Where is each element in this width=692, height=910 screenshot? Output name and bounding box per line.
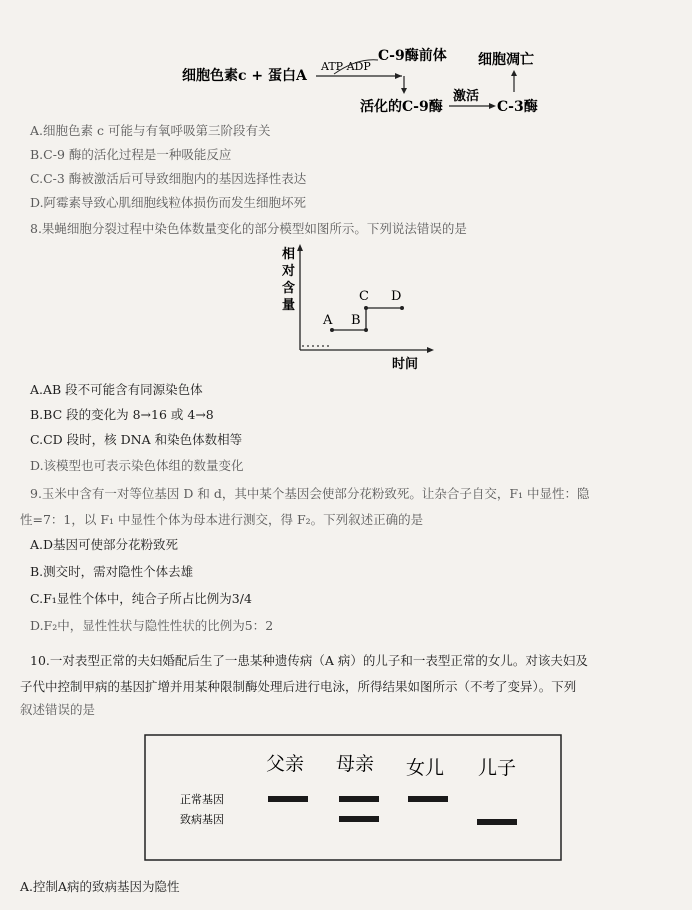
q7-option-a: A.细胞色素 c 可能与有氧呼吸第三阶段有关 bbox=[30, 123, 271, 138]
cytochrome-protein-text: 细胞色素c + 蛋白A bbox=[182, 68, 307, 84]
chromosome-count-graph bbox=[270, 240, 450, 375]
q9-option-c: C.F₁显性个体中，纯合子所占比例为3/4 bbox=[30, 591, 252, 606]
activate-arrowhead bbox=[489, 103, 496, 109]
label-c: C bbox=[359, 289, 369, 304]
y-label-3: 含 bbox=[282, 281, 296, 296]
up-arrowhead bbox=[511, 70, 517, 76]
q7-option-d: D.阿霉素导致心肌细胞线粒体损伤而发生细胞坏死 bbox=[30, 195, 307, 210]
q9-option-b: B.测交时，需对隐性个体去雄 bbox=[30, 564, 194, 579]
activated-c9-label: 活化的C-9酶 bbox=[360, 99, 443, 115]
apoptosis-label: 细胞凋亡 bbox=[478, 52, 534, 68]
col-father: 父亲 bbox=[266, 753, 305, 775]
y-label-4: 量 bbox=[282, 298, 296, 313]
q9-option-a: A.D基因可使部分花粉致死 bbox=[30, 537, 179, 552]
q9-stem-line2: 性=7：1，以 F₁ 中显性个体为母本进行测交，得 F₂。下列叙述正确的是 bbox=[20, 512, 424, 527]
q10-option-a: A.控制A病的致病基因为隐性 bbox=[20, 879, 180, 894]
point-b bbox=[364, 328, 368, 332]
q8-option-a: A.AB 段不可能含有同源染色体 bbox=[30, 382, 203, 397]
q10-stem-line1: 10.一对表型正常的夫妇婚配后生了一患某种遗传病（A 病）的儿子和一表型正常的女儿。对该夫妇及 bbox=[30, 653, 588, 668]
c9-precursor-label: C-9酶前体 bbox=[378, 48, 447, 64]
point-c bbox=[364, 306, 368, 310]
q9-stem-line1: 9.玉米中含有一对等位基因 D 和 d，其中某个基因会使部分花粉致死。让杂合子自交，F₁ 中显性：隐 bbox=[30, 486, 590, 501]
main-arrowhead bbox=[395, 73, 402, 79]
y-label-2: 对 bbox=[282, 264, 296, 279]
q8-option-d: D.该模型也可表示染色体组的数量变化 bbox=[30, 458, 244, 473]
band-daughter-normal bbox=[408, 796, 448, 802]
q10-stem-line3: 叙述错误的是 bbox=[20, 702, 96, 717]
c3-label: C-3酶 bbox=[497, 99, 538, 115]
q10-stem-line2: 子代中控制甲病的基因扩增并用某种限制酶处理后进行电泳，所得结果如图所示（不考了变异）。下列 bbox=[20, 679, 577, 694]
row-disease-gene: 致病基因 bbox=[180, 813, 224, 826]
band-father-normal bbox=[268, 796, 308, 802]
point-d bbox=[400, 306, 404, 310]
down-arrowhead bbox=[401, 88, 407, 94]
label-a: A bbox=[323, 313, 333, 328]
row-normal-gene: 正常基因 bbox=[180, 793, 224, 806]
q8-option-c: C.CD 段时，核 DNA 和染色体数相等 bbox=[30, 432, 243, 447]
activate-label: 激活 bbox=[453, 89, 480, 104]
col-daughter: 女儿 bbox=[406, 757, 445, 779]
x-label: 时间 bbox=[392, 357, 419, 372]
band-mother-disease bbox=[339, 816, 379, 822]
label-d: D bbox=[391, 289, 402, 304]
atp-adp-label: ATP ADP bbox=[321, 60, 371, 73]
label-b: B bbox=[351, 313, 361, 328]
y-label-1: 相 bbox=[282, 247, 296, 262]
band-son-disease bbox=[477, 819, 517, 825]
q8-stem: 8.果蝇细胞分裂过程中染色体数量变化的部分模型如图所示。下列说法错误的是 bbox=[30, 221, 467, 236]
apoptosis-pathway-diagram bbox=[0, 0, 692, 122]
q8-option-b: B.BC 段的变化为 8→16 或 4→8 bbox=[30, 407, 214, 422]
col-son: 儿子 bbox=[478, 757, 517, 779]
band-mother-normal bbox=[339, 796, 379, 802]
point-a bbox=[330, 328, 334, 332]
q7-option-b: B.C-9 酶的活化过程是一种吸能反应 bbox=[30, 147, 232, 162]
x-axis-arrowhead bbox=[427, 347, 434, 353]
curve-line bbox=[332, 308, 402, 330]
q9-option-d: D.F₂中，显性性状与隐性性状的比例为5：2 bbox=[30, 618, 274, 633]
electrophoresis-gel bbox=[144, 734, 564, 864]
y-axis-arrowhead bbox=[297, 244, 303, 251]
q7-option-c: C.C-3 酶被激活后可导致细胞内的基因选择性表达 bbox=[30, 171, 307, 186]
col-mother: 母亲 bbox=[336, 753, 375, 775]
